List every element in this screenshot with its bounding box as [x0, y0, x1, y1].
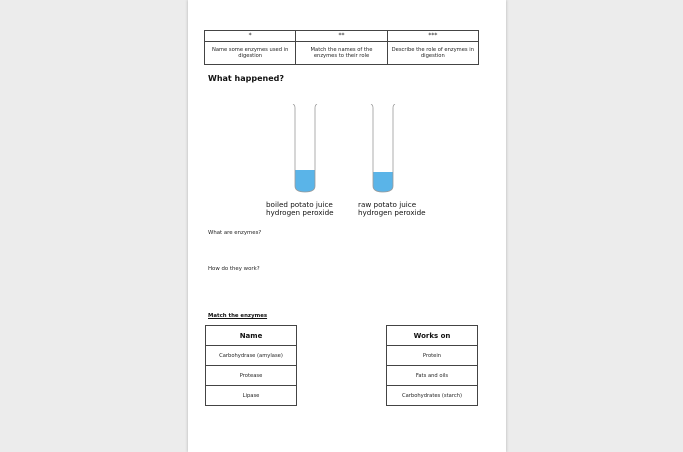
enzyme-name: Protease: [206, 366, 297, 386]
table-row: [387, 346, 478, 366]
tube-label-line: raw potato juice: [358, 200, 417, 209]
test-tube-boiled: [292, 104, 318, 194]
criteria-description: Match the names of the enzymes to their role: [296, 42, 387, 65]
criteria-level: **: [296, 31, 387, 42]
tube-label-boiled: [266, 201, 334, 217]
tube-label-line: hydrogen peroxide: [266, 208, 334, 217]
match-heading: Match the enzymes: [208, 313, 268, 319]
table-header-row: [387, 326, 478, 346]
tube-label-line: hydrogen peroxide: [358, 208, 426, 217]
name-header: Name: [206, 326, 297, 346]
enzyme-name: Lipase: [206, 386, 297, 406]
table-row: [206, 366, 297, 386]
section-heading: What happened?: [208, 74, 284, 83]
enzyme-name: Carbohydrase (amylase): [206, 346, 297, 366]
criteria-levels-row: [205, 31, 479, 42]
tube-label-line: boiled potato juice: [266, 200, 333, 209]
criteria-level: ***: [387, 31, 478, 42]
document-page: [188, 0, 506, 452]
table-row: [387, 386, 478, 406]
criteria-descriptions-row: [205, 42, 479, 65]
substrate: Carbohydrates (starch): [387, 386, 478, 406]
enzyme-names-table: [205, 325, 297, 406]
works-on-table: [386, 325, 478, 406]
tube-label-raw: [358, 201, 426, 217]
works-on-header: Works on: [387, 326, 478, 346]
tube-liquid: [373, 172, 393, 192]
criteria-description: Describe the role of enzymes in digestion: [387, 42, 478, 65]
table-row: [387, 366, 478, 386]
test-tube-raw: [370, 104, 396, 194]
table-row: [206, 386, 297, 406]
question-how-do-they-work: How do they work?: [208, 266, 260, 272]
question-what-are-enzymes: What are enzymes?: [208, 230, 262, 236]
table-row: [206, 346, 297, 366]
substrate: Fats and oils: [387, 366, 478, 386]
criteria-table: [204, 30, 479, 65]
tube-liquid: [295, 170, 315, 192]
criteria-description: Name some enzymes used in digestion: [205, 42, 296, 65]
table-header-row: [206, 326, 297, 346]
substrate: Protein: [387, 346, 478, 366]
criteria-level: *: [205, 31, 296, 42]
